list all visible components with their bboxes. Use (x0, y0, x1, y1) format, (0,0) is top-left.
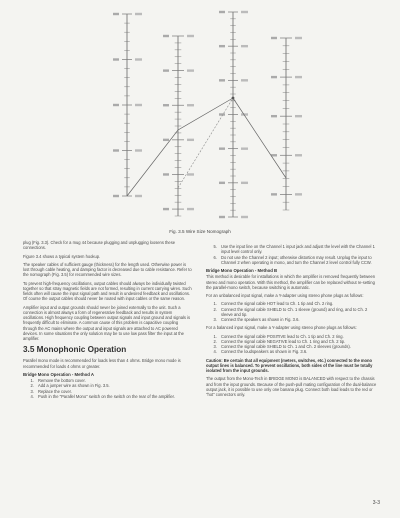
nomograph-tick-mark (271, 193, 277, 195)
nomograph-tick-mark (187, 104, 194, 106)
closing-paragraph: The output from the Mono-Tech in BRIDGE MONO is BALANCED with respect to the chassis and from the input grounds. Because of the push-pull mating configuration of the dual-balance output jack, it is possible to use only one banana plug. Connect both load leads to the red or "hot" connectors only. (206, 376, 377, 397)
nomograph-tick-mark (295, 193, 302, 195)
nomograph-tick-mark (135, 13, 142, 15)
nomograph-tick-mark (271, 115, 277, 117)
nomograph-tick-mark (241, 216, 248, 218)
nomograph-tick-mark (271, 37, 277, 39)
list-item: 4. Push in the "Parallel Mono" switch on the switch on the rear of the amplifier. (35, 394, 193, 399)
list-item: 2. Add a jumper wire as shown in Fig. 3.5. (35, 383, 193, 388)
caution-note: Caution: Be certain that all equipment (meters, switches, etc.) connected to the mono output lines is balanced. To prevent oscillations, both sides of the line must be totally isolated from the input grounds. (206, 357, 373, 373)
nomograph-tick-mark (241, 45, 248, 47)
section-paragraph: Parallel mono mode is recommended for loads less than 4 ohms. Bridge mono mode is recommended for loads 4 ohms or greater. (23, 358, 181, 369)
nomograph-tick-mark (219, 216, 225, 218)
nomograph-tick-mark (163, 35, 169, 37)
method-a-steps (23, 378, 193, 399)
nomograph-tick-mark (219, 182, 225, 184)
list-item: 1. Connect the signal cable HOT lead to Ch. 1 tip and Ch. 2 ring. (218, 301, 378, 306)
nomograph-tick-mark (219, 113, 225, 115)
nomograph-tick-mark (295, 37, 302, 39)
nomograph-tick-mark (113, 104, 119, 106)
list-item: 6. Do not use the Channel 2 input; otherwise distortion may result. Unplug the input to Channel 2 when operating in mono, and turn the Channel 2 level control fully CCW. (218, 255, 378, 266)
balanced-intro: For a balanced input signal, make a Y-adapter using stereo phone plugs as follows: (206, 325, 357, 331)
intro-paragraph: Amplifier input and output grounds should never be joined externally to the unit. Such a connection is almost always a form of regenerative feedback and results in system oscillations. High frequency coupling between output signals and input ground and signals is frequently difficult to eliminate. A common cause of this problem is capacitive coupling through the AC mains where the output and input signals are attached to AC powered devices. In some situations the only solution may be to use low pass filter the input at the amplifier. (23, 304, 191, 341)
list-item: 1. Remove the bottom cover. (35, 378, 193, 383)
nomograph-tick-mark (241, 11, 248, 13)
nomograph-tick-mark (271, 76, 277, 78)
intro-paragraph: plug (Fig. 3.3). Check for a mug 44 because plugging and unplugging loosens these connections. (23, 240, 176, 251)
nomograph-tick-mark (219, 45, 225, 47)
nomograph-tick-mark (241, 147, 248, 149)
nomograph-reference-line (178, 98, 233, 188)
nomograph-tick-mark (113, 58, 119, 60)
nomograph-tick-mark (135, 104, 142, 106)
left-column (23, 240, 193, 402)
nomograph-tick-mark (241, 182, 248, 184)
nomograph-tick-mark (187, 69, 194, 71)
intro-paragraph: To prevent high-frequency oscillations, output cables should always be individually twisted together so that stray magnetic fields are not formed, resulting in current carrying wires. Such fields often will cause the input signal path and result in undesired feedback and oscillations. Of course the output cables should never be routed with input cables or the same reason. (23, 280, 192, 302)
nomograph-tick-mark (219, 79, 225, 81)
nomograph-tick-mark (295, 76, 302, 78)
nomograph-tick-mark (187, 173, 194, 175)
unbalanced-steps (206, 301, 378, 322)
nomograph-intersection-point (232, 97, 235, 100)
wire-size-nomograph (0, 0, 400, 235)
page-number: 3-3 (372, 500, 380, 506)
nomograph-tick-mark (295, 154, 302, 156)
list-item: 3. Connect the speakers as shown in Fig. 3.6. (218, 317, 378, 322)
nomograph-tick-mark (163, 139, 169, 141)
nomograph-tick-mark (163, 104, 169, 106)
unbalanced-intro: For an unbalanced input signal, make a Y-adapter using stereo phone plugs as follows: (206, 293, 364, 298)
nomograph-tick-mark (113, 195, 119, 197)
nomograph-tick-mark (135, 58, 142, 60)
nomograph-tick-mark (163, 208, 169, 210)
nomograph-tick-mark (219, 147, 225, 149)
nomograph-tick-mark (187, 139, 194, 141)
nomograph-tick-mark (295, 115, 302, 117)
nomograph-tick-mark (163, 69, 169, 71)
nomograph-tick-mark (219, 11, 225, 13)
list-item: 2. Connect the signal cable SHIELD to Ch. 1 sleeve (ground) and ring, and to Ch. 2 sleeve and tip. (218, 307, 378, 318)
figure-caption: Fig. 3.5 Wire Size Nomograph (169, 229, 231, 234)
nomograph-tick-mark (187, 208, 194, 210)
method-a-heading: Bridge Mono Operation - Method A (23, 371, 94, 377)
list-item: 5. Use the input line on the Channel 1 input jack and adjust the level with the Channel 1 input level control only. (218, 244, 378, 255)
balanced-steps (206, 334, 378, 355)
nomograph-tick-mark (135, 149, 142, 151)
nomograph-tick-mark (113, 149, 119, 151)
nomograph-tick-mark (135, 195, 142, 197)
nomograph-tick-mark (187, 35, 194, 37)
list-item: 3. Connect the signal cable SHIELD to Ch. 1 and Ch. 2 sleeves (grounds). (218, 344, 378, 349)
section-heading: 3.5 Monophonic Operation (23, 345, 127, 355)
method-a-continued-steps (206, 244, 378, 265)
method-b-heading: Bridge Mono Operation - Method B (206, 268, 278, 273)
nomograph-tick-mark (241, 79, 248, 81)
list-item: 3. Replace the cover. (35, 389, 193, 394)
intro-paragraph: The speaker cables of sufficient gauge (thickness) for the length used. Otherwise power is lost through cable heating, and damping factor is decreased due to cable resistance. Refer to the nomograph (Fig. 3.5) for recommended wire sizes. (23, 261, 192, 278)
list-item: 2. Connect the signal cable NEGATIVE lead to Ch. 1 ring and Ch. 2 tip. (218, 339, 378, 344)
nomograph-tick-mark (163, 173, 169, 175)
nomograph-tick-mark (113, 13, 119, 15)
intro-paragraph: Figure 3.4 shows a typical system hookup. (23, 253, 101, 259)
list-item: 4. Connect the loudspeakers as shown in Fig. 3.6. (218, 349, 378, 354)
nomograph-reference-line (233, 98, 286, 178)
right-column (206, 244, 378, 400)
method-b-paragraph: This method is desirable for installations in which the amplifier is removed frequently between stereo and mono operation. With this method, the amplifier can be replaced without re-setting the parallel-mono switch, because switching is automatic. (206, 274, 376, 290)
list-item: 1. Connect the signal cable POSITIVE lead to Ch. 1 tip and Ch. 2 ring. (218, 334, 378, 339)
